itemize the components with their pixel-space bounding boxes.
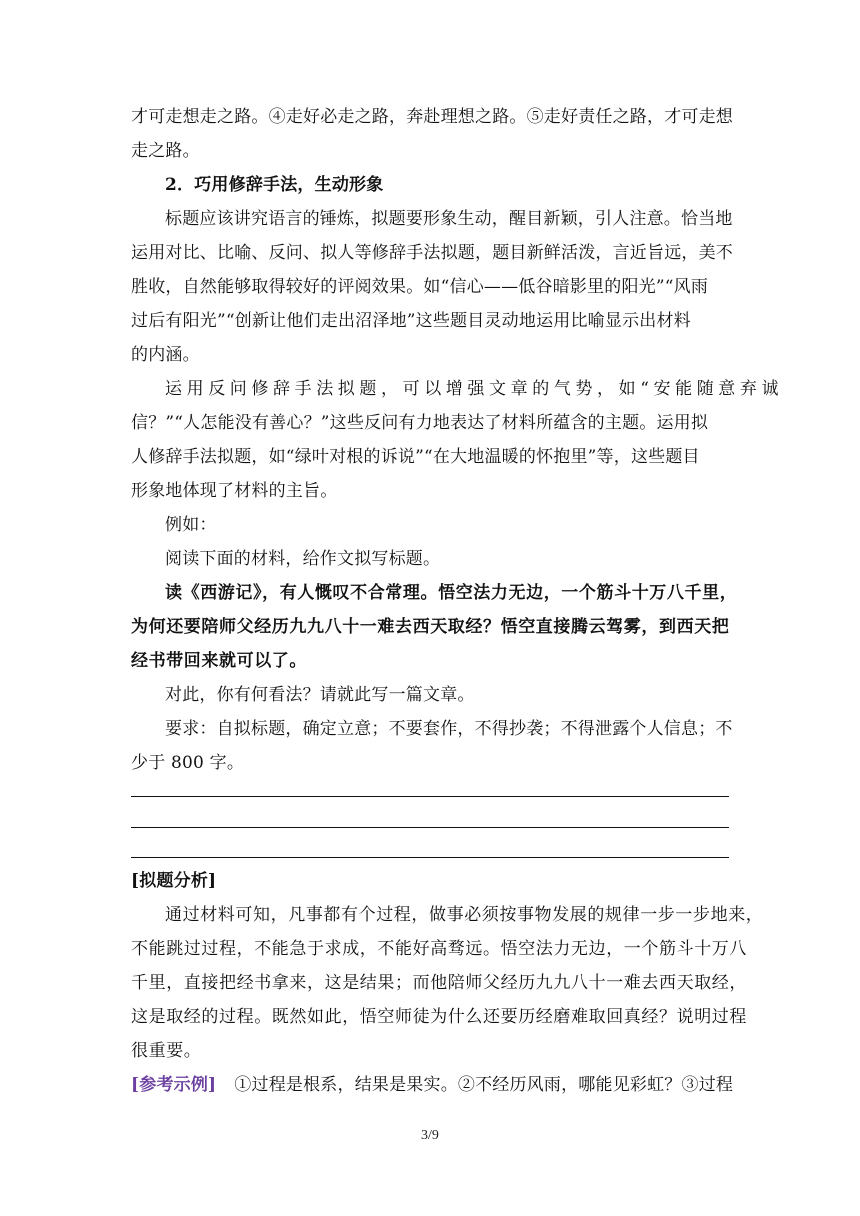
answer-line <box>131 796 729 797</box>
material-line: 读《西游记》，有人慨叹不合常理。悟空法力无边，一个筋斗十万八千里， <box>165 583 738 603</box>
example-line <box>131 1068 732 1102</box>
material-line: 经书带回来就可以了。 <box>131 651 307 671</box>
example-label: 例如： <box>165 515 217 535</box>
answer-line <box>131 827 729 828</box>
example-text: ①过程是根系，结果是果实。②不经历风雨，哪能见彩虹？③过程 <box>234 1075 734 1095</box>
example-tag: [参考示例] <box>131 1075 217 1095</box>
section-heading: 2．巧用修辞手法，生动形象 <box>165 175 384 195</box>
requirement-line: 少于 800 字。 <box>131 753 245 773</box>
analysis-line: 很重要。 <box>131 1041 202 1061</box>
material-line: 为何还要陪师父经历九九八十一难去西天取经？悟空直接腾云驾雾，到西天把 <box>131 617 730 637</box>
paragraph-line: 过后有阳光”“创新让他们走出沼泽地”这些题目灵动地运用比喻显示出材料 <box>131 311 691 331</box>
requirement-line: 要求：自拟标题，确定立意；不要套作，不得抄袭；不得泄露个人信息；不 <box>165 719 733 739</box>
analysis-line: 千里，直接把经书拿来，这是结果；而他陪师父经历九九八十一难去西天取经， <box>131 973 747 993</box>
paragraph-line: 的内涵。 <box>131 345 200 365</box>
paragraph-line: 形象地体现了材料的主旨。 <box>131 481 338 501</box>
analysis-line: 通过材料可知，凡事都有个过程，做事必须按事物发展的规律一步一步地来， <box>165 905 764 925</box>
text-line: 走之路。 <box>131 141 200 161</box>
paragraph-line: 运用反问修辞手法拟题，可以增强文章的气势，如“安能随意弃诚 <box>165 379 784 399</box>
paragraph-line: 信？”“人怎能没有善心？”这些反问有力地表达了材料所蕴含的主题。运用拟 <box>131 413 709 433</box>
analysis-line: 这是取经的过程。既然如此，悟空师徒为什么还要历经磨难取回真经？说明过程 <box>131 1007 747 1027</box>
prompt-intro: 阅读下面的材料，给作文拟写标题。 <box>165 549 441 569</box>
prompt-question: 对此，你有何看法？请就此写一篇文章。 <box>165 685 475 705</box>
answer-line <box>131 857 729 858</box>
analysis-line: 不能跳过过程，不能急于求成，不能好高骛远。悟空法力无边，一个筋斗十万八 <box>131 939 747 959</box>
paragraph-line: 运用对比、比喻、反问、拟人等修辞手法拟题，题目新鲜活泼，言近旨远，美不 <box>131 243 733 263</box>
paragraph-line: 人修辞手法拟题，如“绿叶对根的诉说”“在大地温暖的怀抱里”等，这些题目 <box>131 447 700 467</box>
page-number: 3/9 <box>421 1128 439 1143</box>
paragraph-line: 胜收，自然能够取得较好的评阅效果。如“信心——低谷暗影里的阳光”“风雨 <box>131 277 709 297</box>
text-line: 才可走想走之路。④走好必走之路，奔赴理想之路。⑤走好责任之路，才可走想 <box>131 107 733 127</box>
paragraph-line: 标题应该讲究语言的锤炼，拟题要形象生动，醒目新颖，引人注意。恰当地 <box>165 209 733 229</box>
analysis-tag: [拟题分析] <box>131 871 217 891</box>
